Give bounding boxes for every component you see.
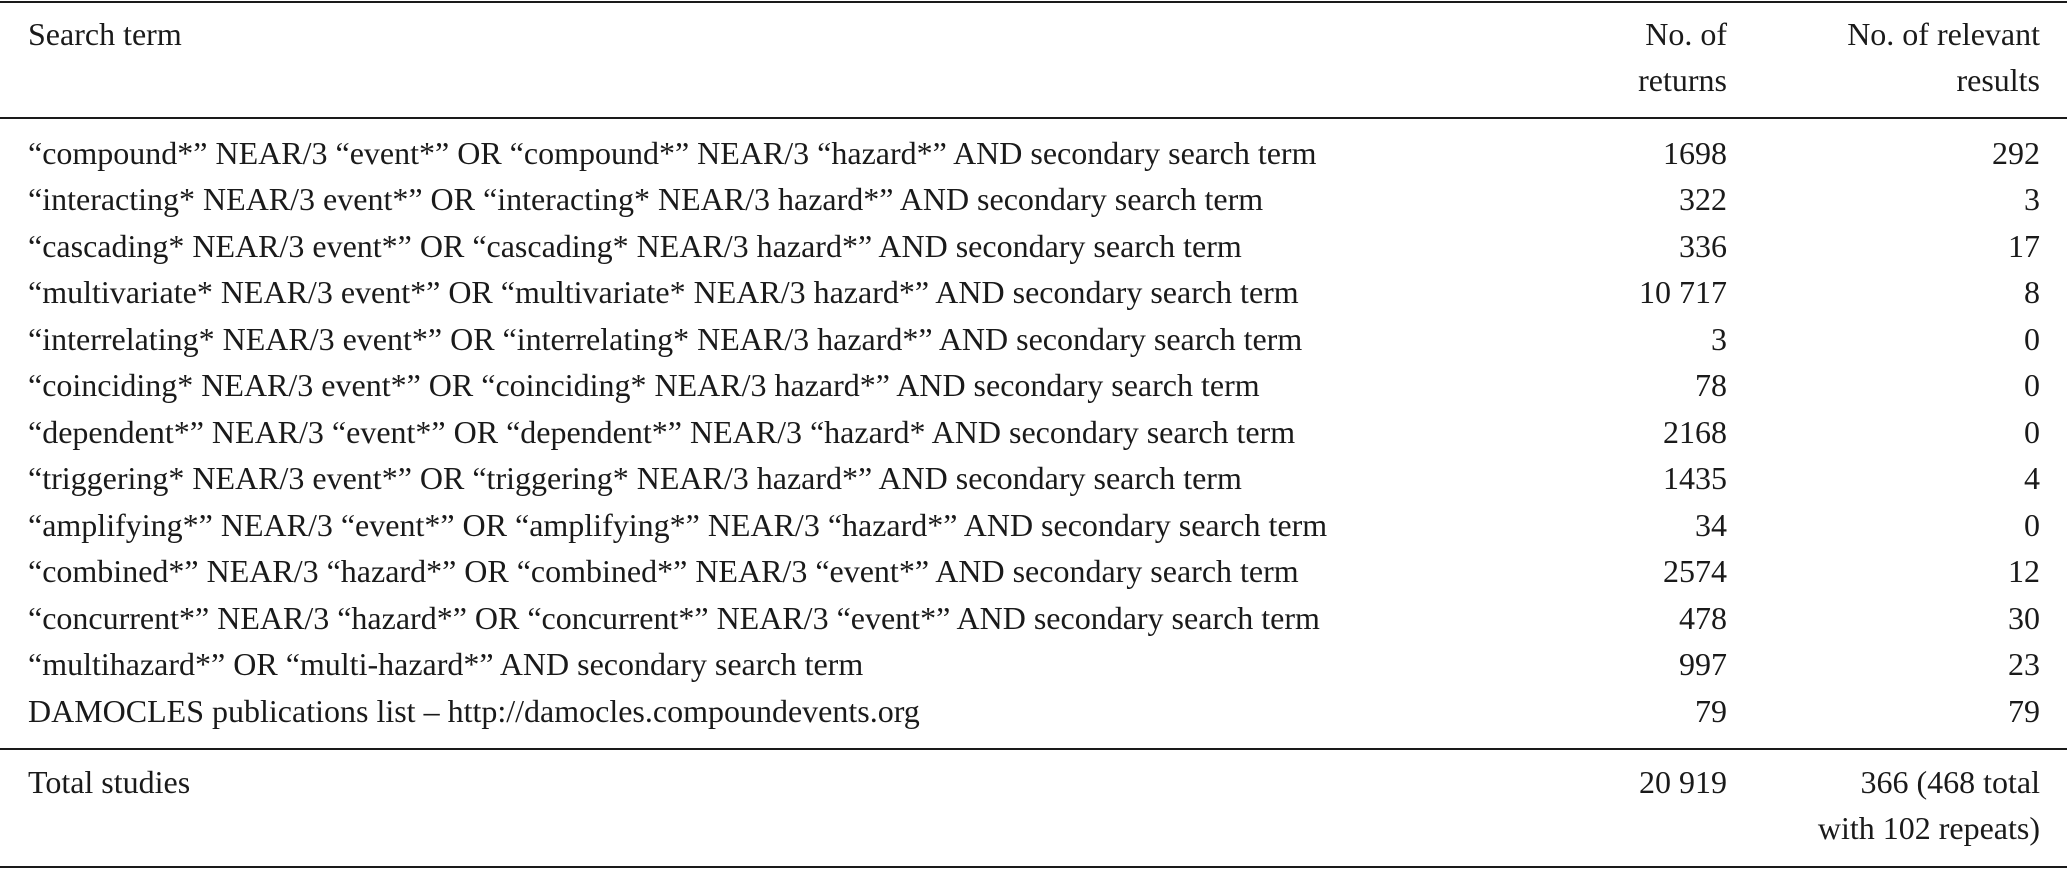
relevant-cell: 12 [2008,553,2040,589]
total-relevant [1818,759,2040,851]
relevant-cell: 4 [2024,460,2040,496]
header-relevant-line1: No. of relevant [1847,16,2040,52]
bottom-rule [0,866,2067,868]
header-returns-line2: returns [1638,62,1727,98]
search-term-cell: “dependent*” NEAR/3 “event*” OR “dependent*” NEAR/3 “hazard* AND secondary search term [28,414,1296,450]
relevant-cell: 292 [1992,135,2040,171]
search-term-cell: “multihazard*” OR “multi-hazard*” AND secondary search term [28,646,864,682]
search-term-cell: “combined*” NEAR/3 “hazard*” OR “combined*” NEAR/3 “event*” AND secondary search term [28,553,1299,589]
total-relevant-line2: with 102 repeats) [1817,810,2040,846]
search-term-cell: “interrelating* NEAR/3 event*” OR “interrelating* NEAR/3 hazard*” AND secondary search term [28,321,1303,357]
returns-cell: 1435 [1663,460,1727,496]
returns-cell: 34 [1695,507,1727,543]
header-no-of-returns [1638,11,1727,103]
returns-cell: 10 717 [1639,274,1727,310]
header-returns-line1: No. of [1645,16,1727,52]
relevant-cell: 0 [2024,321,2040,357]
relevant-cell: 3 [2024,181,2040,217]
search-term-cell: “interacting* NEAR/3 event*” OR “interacting* NEAR/3 hazard*” AND secondary search term [28,181,1264,217]
header-rule [0,117,2067,119]
returns-cell: 336 [1679,228,1727,264]
relevant-cell: 79 [2008,693,2040,729]
relevant-cell: 0 [2024,507,2040,543]
total-label: Total studies [28,764,191,800]
search-term-cell: “cascading* NEAR/3 event*” OR “cascading* NEAR/3 hazard*” AND secondary search term [28,228,1242,264]
returns-cell: 79 [1695,693,1727,729]
returns-cell: 78 [1695,367,1727,403]
header-no-of-relevant-results [1847,11,2040,103]
returns-cell: 322 [1679,181,1727,217]
returns-cell: 478 [1679,600,1727,636]
search-term-cell: “compound*” NEAR/3 “event*” OR “compound*” NEAR/3 “hazard*” AND secondary search term [28,135,1317,171]
relevant-cell: 23 [2008,646,2040,682]
total-relevant-line1: 366 (468 total [1860,764,2040,800]
search-term-cell: “triggering* NEAR/3 event*” OR “triggering* NEAR/3 hazard*” AND secondary search term [28,460,1242,496]
top-rule [0,1,2067,3]
total-rule [0,748,2067,750]
returns-cell: 2574 [1663,553,1727,589]
search-term-cell: “multivariate* NEAR/3 event*” OR “multivariate* NEAR/3 hazard*” AND secondary search term [28,274,1299,310]
search-term-cell: “coinciding* NEAR/3 event*” OR “coinciding* NEAR/3 hazard*” AND secondary search term [28,367,1260,403]
header-search-term: Search term [28,16,182,52]
returns-cell: 1698 [1663,135,1727,171]
relevant-cell: 17 [2008,228,2040,264]
header-relevant-line2: results [1956,62,2040,98]
total-returns: 20 919 [1639,764,1727,800]
relevant-cell: 0 [2024,414,2040,450]
returns-cell: 3 [1711,321,1727,357]
search-term-cell: “amplifying*” NEAR/3 “event*” OR “amplifying*” NEAR/3 “hazard*” AND secondary search term [28,507,1328,543]
search-term-cell: “concurrent*” NEAR/3 “hazard*” OR “concurrent*” NEAR/3 “event*” AND secondary search term [28,600,1320,636]
relevant-cell: 30 [2008,600,2040,636]
returns-cell: 997 [1679,646,1727,682]
relevant-cell: 8 [2024,274,2040,310]
search-term-cell: DAMOCLES publications list – http://damocles.compoundevents.org [28,693,920,729]
relevant-cell: 0 [2024,367,2040,403]
returns-cell: 2168 [1663,414,1727,450]
